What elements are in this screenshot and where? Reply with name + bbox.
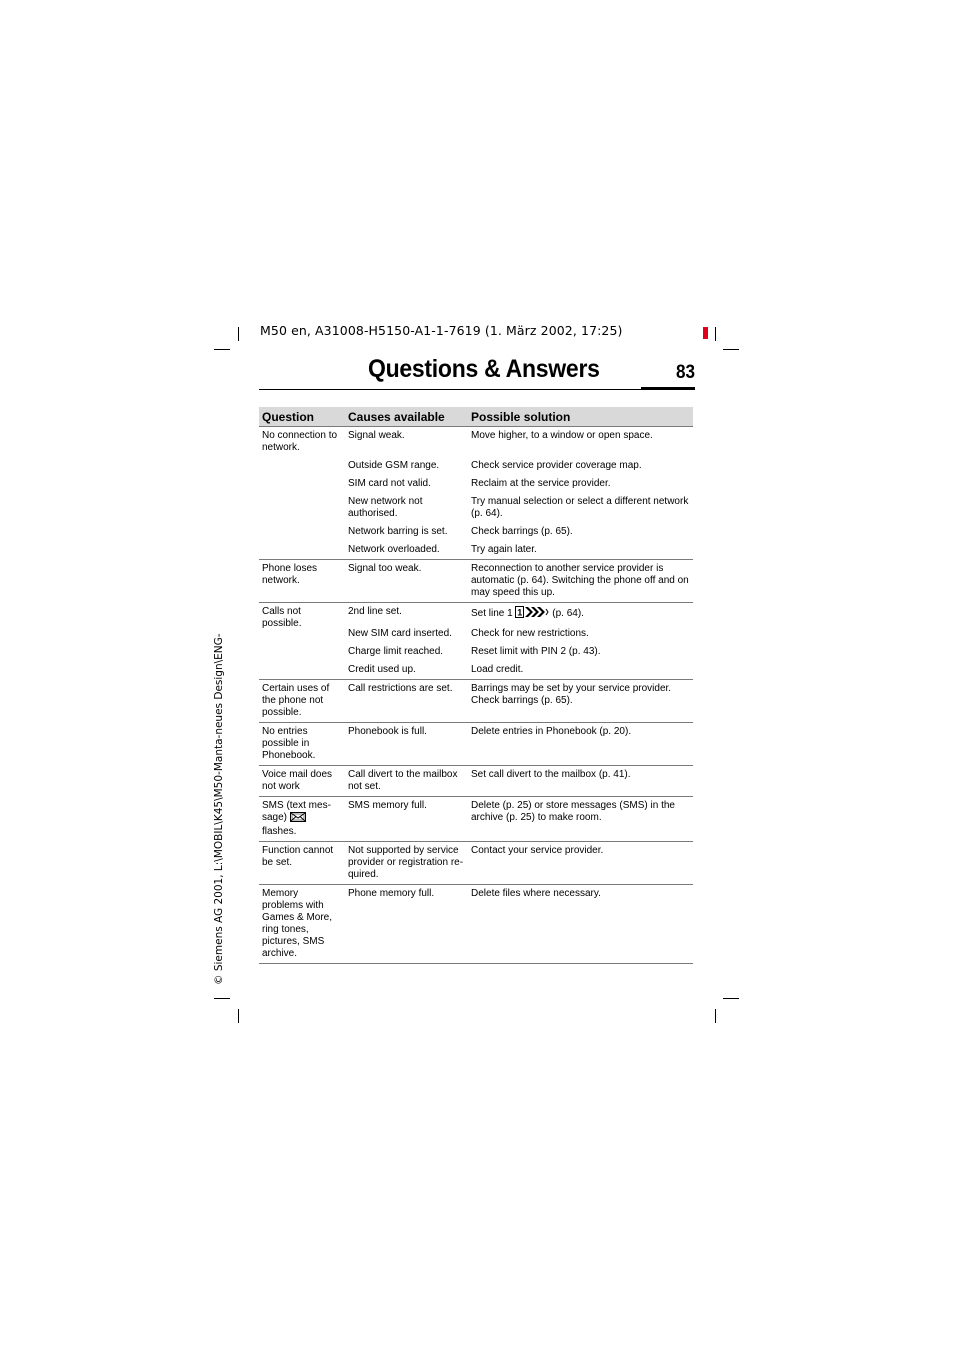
page-number: 83 [676, 362, 696, 383]
solution-cell: Delete (p. 25) or store messages (SMS) in the archive (p. 25) to make room. [468, 797, 693, 842]
color-marker [703, 327, 708, 339]
question-text: flashes. [262, 826, 297, 837]
solution-cell: Check for new restrictions. [471, 628, 589, 639]
cause-cell: Charge limit reached. [348, 646, 444, 657]
table-row [259, 766, 693, 797]
svg-text:1: 1 [517, 607, 523, 618]
table-row [259, 723, 693, 766]
solution-cell: Reconnection to another service provider is automatic (p. 64). Switching the phone off and on may speed this up. [468, 560, 693, 603]
question-cell [259, 797, 345, 842]
column-header-causes: Causes available [345, 407, 468, 427]
cause-cell: 2nd line set. [345, 603, 468, 626]
cause-cell: Signal too weak. [345, 560, 468, 603]
crop-mark [715, 327, 716, 341]
solution-cell: Contact your service provider. [468, 842, 693, 885]
table-row [259, 603, 693, 626]
questions-answers-table [259, 407, 693, 964]
cause-cell: Signal weak. [345, 427, 468, 458]
solution-cell: Check service provider coverage map. [471, 460, 642, 471]
table-header-row [259, 407, 693, 427]
question-cell: Voice mail does not work [259, 766, 345, 797]
solution-cell: Delete entries in Phonebook (p. 20). [468, 723, 693, 766]
table-row [259, 885, 693, 964]
question-text: SMS (text mes-sage) [262, 800, 331, 823]
copyright-side-text: © Siemens AG 2001, L:\MOBIL\K45\M50-Manta-neues Design\ENG- [213, 633, 225, 985]
solution-text: (p. 64). [552, 608, 584, 619]
table-row [259, 680, 693, 723]
solution-cell: Reset limit with PIN 2 (p. 43). [471, 646, 601, 657]
cause-cell: Phone memory full. [345, 885, 468, 964]
solution-cell: Move higher, to a window or open space. [468, 427, 693, 458]
cause-cell: Network overloaded. [348, 544, 440, 555]
question-cell: Memory problems with Games & More, ring tones, pictures, SMS archive. [259, 885, 345, 964]
cause-cell: SIM card not valid. [348, 478, 431, 489]
cause-cell: Outside GSM range. [348, 460, 440, 471]
solution-cell: Load credit. [471, 664, 524, 675]
sms-memory-full-icon [290, 812, 306, 826]
solution-cell [468, 603, 693, 626]
solution-cell: Reclaim at the service provider. [471, 478, 611, 489]
line-1-icon [515, 606, 549, 622]
cause-cell: Call divert to the mailbox not set. [345, 766, 468, 797]
cause-cell: New network not authorised. [348, 496, 423, 519]
cause-cell: New SIM card inserted. [348, 628, 452, 639]
table-row [259, 560, 693, 603]
crop-mark [723, 998, 739, 999]
question-cell: Function cannot be set. [259, 842, 345, 885]
question-cell: Calls not possible. [259, 603, 345, 680]
solution-cell: Try manual selection or select a different network (p. 64). [471, 496, 689, 519]
solution-cell: Delete files where necessary. [468, 885, 693, 964]
question-cell: Phone loses network. [259, 560, 345, 603]
column-header-question: Question [259, 407, 345, 427]
crop-mark [715, 1009, 716, 1023]
solution-cell: Barrings may be set by your service provider. Check barrings (p. 65). [468, 680, 693, 723]
page-title: Questions & Answers [368, 355, 600, 383]
question-cell: No connection to network. [259, 427, 345, 560]
cause-cell: Call restrictions are set. [345, 680, 468, 723]
document-info: M50 en, A31008-H5150-A1-1-7619 (1. März 2002, 17:25) [260, 323, 623, 338]
crop-mark [238, 1009, 239, 1023]
cause-cell: Phonebook is full. [345, 723, 468, 766]
column-header-solution: Possible solution [468, 407, 693, 427]
title-rule [259, 389, 695, 390]
crop-mark [238, 327, 239, 341]
page-number-rule [641, 387, 695, 390]
solution-text: Set line 1 [471, 608, 513, 619]
cause-cell: SMS memory full. [345, 797, 468, 842]
crop-mark [723, 349, 739, 350]
question-cell: No entries possible in Phonebook. [259, 723, 345, 766]
cause-cell: Network barring is set. [348, 526, 448, 537]
table-row [259, 427, 693, 458]
solution-cell: Set call divert to the mailbox (p. 41). [468, 766, 693, 797]
question-cell: Certain uses of the phone not possible. [259, 680, 345, 723]
crop-mark [214, 998, 230, 999]
crop-mark [214, 349, 230, 350]
cause-cell: Credit used up. [348, 664, 416, 675]
solution-cell: Try again later. [471, 544, 537, 555]
cause-cell: Not supported by service provider or registration re-quired. [345, 842, 468, 885]
solution-cell: Check barrings (p. 65). [471, 526, 573, 537]
table-row [259, 842, 693, 885]
table-row [259, 797, 693, 842]
